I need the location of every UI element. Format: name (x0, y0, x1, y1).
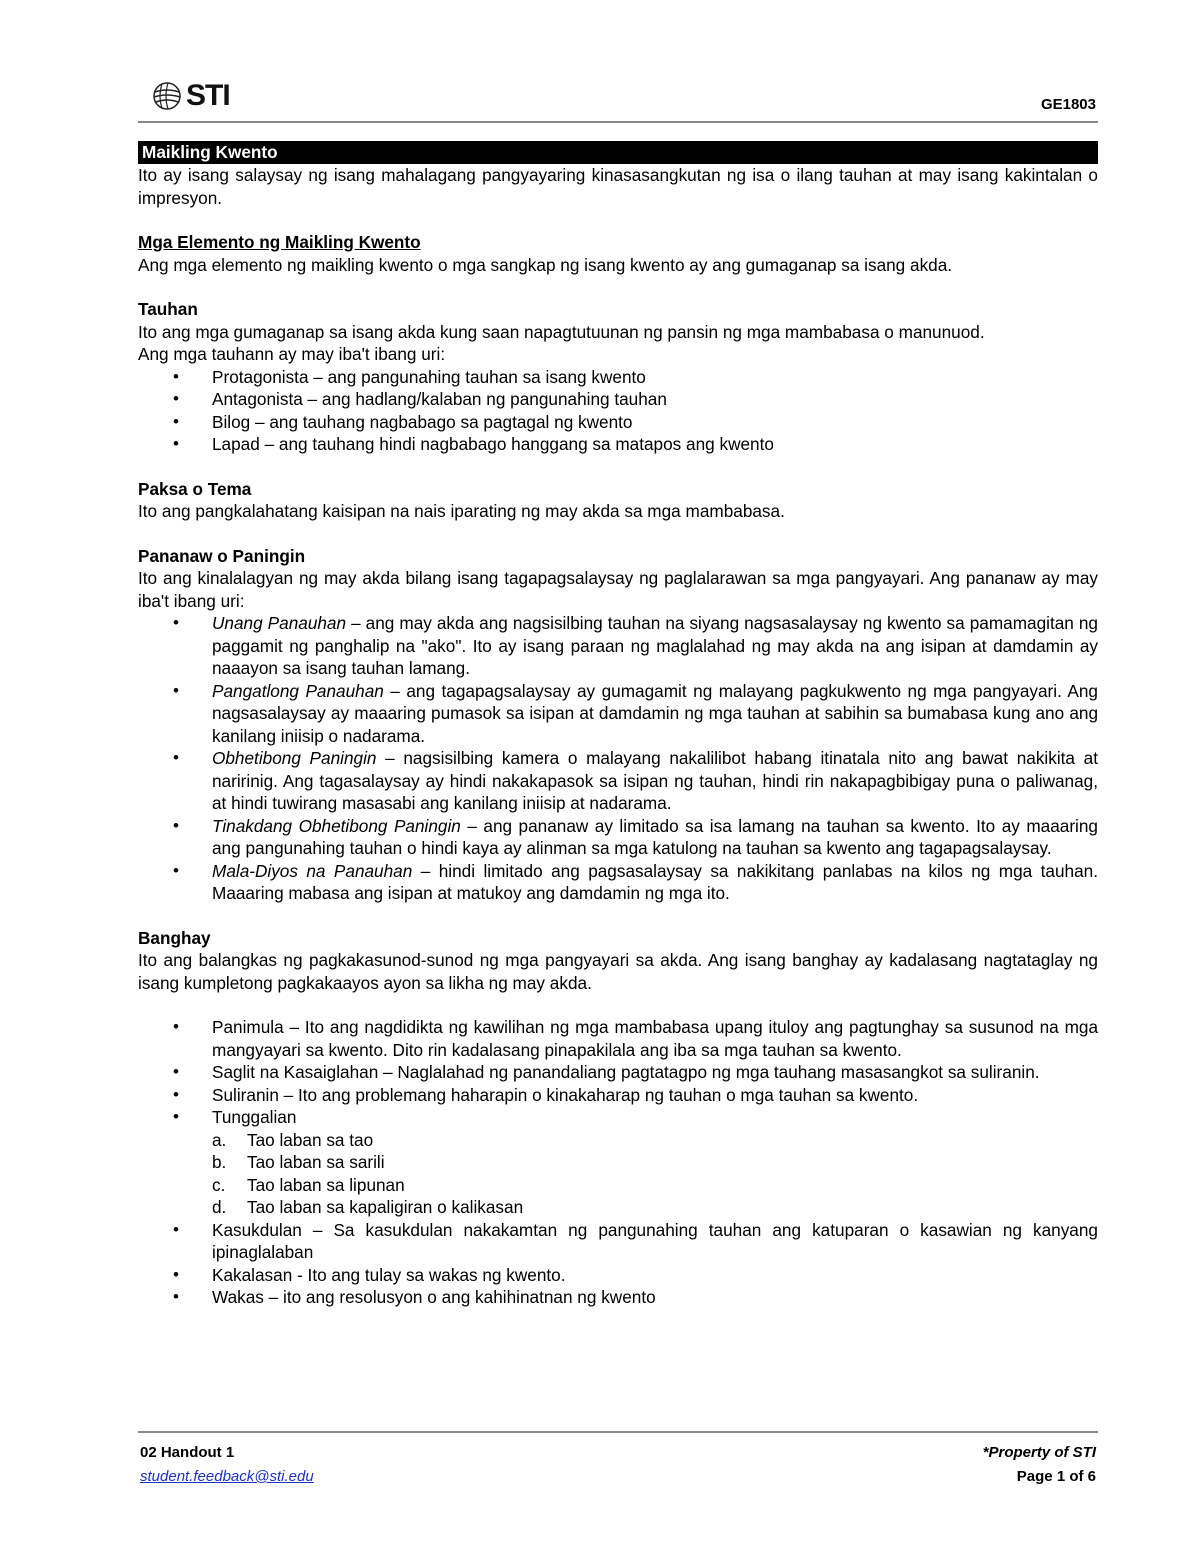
list-item: • Panimula – Ito ang nagdidikta ng kawilihan ng mga mambabasa upang ituloy ang pagtunghay sa susunod na mga mangyayari sa kwento. Dito rin kadalasang pinapakilala ang iba sa mga tauhan sa kwento. (138, 1016, 1098, 1061)
list-item-desc: – nagsisilbing kamera o malayang nakalilibot habang itinatala nito ang bawat nakikita at naririnig. Ang tagasalaysay ay hindi nakakapasok sa isipan ng tauhan, hindi rin nakapagbibigay puna o paliwanag, at hindi tuwirang masasabi ang kanilang iniisip at nadarama. (212, 748, 1098, 813)
list-item-desc: – hindi limitado ang pagsasalaysay sa nakikitang panlabas na kilos ng mga tauhan. Maaaring mabasa ang isipan at matukoy ang damdamin ng mga ito. (212, 860, 1098, 903)
pananaw-heading: Pananaw o Paningin (138, 545, 306, 566)
sublist-item: c. Tao laban sa lipunan (212, 1174, 405, 1195)
footer-divider (138, 1431, 1098, 1433)
paksa-paragraph: Ito ang pangkalahatang kaisipan na nais iparating ng may akda sa mga mambabasa. (138, 501, 785, 521)
list-item-term: Tinakdang Obhetibong Paningin (212, 815, 461, 836)
list-item-term: Unang Panauhan (212, 613, 347, 633)
footer-left (140, 1441, 314, 1489)
pananaw-paragraph: Ito ang kinalalagyan ng may akda bilang isang tagapagsalaysay ng paglalarawan sa mga pangyayari. Ang pananaw ay may iba't ibang uri: (138, 568, 1098, 611)
list-item-label: Tunggalian (212, 1107, 297, 1127)
handout-label: 02 Handout 1 (140, 1444, 235, 1461)
list-item: • Protagonista – ang pangunahing tauhan sa isang kwento (138, 366, 1098, 389)
header-divider (138, 121, 1098, 123)
paksa-heading: Paksa o Tema (138, 478, 252, 499)
sti-globe-icon (152, 81, 182, 111)
list-item: • Antagonista – ang hadlang/kalaban ng pangunahing tauhan (138, 388, 1098, 411)
list-item-term: Obhetibong Paningin (212, 748, 377, 768)
list-item-term: Pangatlong Panauhan (212, 680, 384, 701)
sti-logo (152, 78, 230, 114)
tauhan-list (138, 366, 1098, 456)
list-item (138, 612, 1098, 680)
page-number: Page 1 of 6 (1016, 1468, 1096, 1485)
banghay-heading: Banghay (138, 927, 211, 948)
list-item-desc: – ang tagapagsalaysay ay gumagamit ng malayang pagkukwento ng mga pangyayari. Ang nagsasalaysay ay maaaring pumasok sa isipan at damdamin ng mga tauhan at sabihin sa bumabasa kung ano ang kanilang iniisip o nadarama. (212, 680, 1098, 746)
property-label: *Property of STI (982, 1444, 1096, 1461)
tauhan-heading: Tauhan (138, 299, 198, 319)
logo-text: STI (186, 79, 230, 112)
sublist-item: a. Tao laban sa tao (212, 1129, 374, 1150)
banghay-paragraph: Ito ang balangkas ng pagkakasunod-sunod ng mga pangyayari sa akda. Ang isang banghay ay kadalasang nagtataglay ng isang kumpletong pagkakaayos ayon sa likha ng may akda. (138, 950, 1098, 993)
sublist-item: b. Tao laban sa sarili (212, 1152, 385, 1172)
tauhan-types-intro: Ang mga tauhann ay may iba't ibang uri: (138, 344, 446, 364)
elements-paragraph: Ang mga elemento ng maikling kwento o mga sangkap ng isang kwento ay ang gumaganap sa isang akda. (138, 254, 953, 275)
list-item: • Suliranin – Ito ang problemang haharapin o kinakaharap ng tauhan o mga tauhan sa kwento. (138, 1084, 1098, 1107)
list-item (138, 680, 1098, 748)
pananaw-list (138, 612, 1098, 905)
list-item: • Wakas – ito ang resolusyon o ang kahihinatnan ng kwento (138, 1286, 1098, 1309)
document-body (138, 141, 1098, 1309)
list-item (138, 1106, 1098, 1219)
list-item: • Bilog – ang tauhang nagbabago sa pagtagal ng kwento (138, 411, 1098, 434)
list-item (138, 815, 1098, 860)
list-item: • Kakalasan - Ito ang tulay sa wakas ng kwento. (138, 1264, 1098, 1287)
list-item: • Lapad – ang tauhang hindi nagbabago hanggang sa matapos ang kwento (138, 433, 1098, 456)
section-title-bar: Maikling Kwento (138, 141, 1098, 164)
list-item-desc: – ang may akda ang nagsisilbing tauhan na siyang nagsasalaysay ng kwento sa pamamagitan ng paggamit ng panghalip na "ako". Ito ay isang paraan ng maglalahad ng may akda na ang isipan at damdamin ay naaayon sa isang tauhan lamang. (212, 613, 1098, 678)
tauhan-paragraph: Ito ang mga gumaganap sa isang akda kung saan napagtutuunan ng pansin ng mga mambabasa o manunuod. (138, 321, 985, 342)
banghay-list (138, 1016, 1098, 1309)
course-code: GE1803 (1040, 96, 1096, 113)
footer-right (983, 1441, 1096, 1489)
list-item (138, 747, 1098, 815)
list-item-desc: – ang pananaw ay limitado sa isa lamang na tauhan sa kwento. Ito ay maaaring ang pangunahing tauhan o hindi kaya ay alinman sa mga katulong na tauhan sa kwento ang tagapagsalaysay. (212, 815, 1098, 858)
intro-paragraph: Ito ay isang salaysay ng isang mahalagang pangyayaring kinasasangkutan ng isa o ilang tauhan at may isang kakintalan o impresyon. (138, 165, 1098, 208)
list-item: • Saglit na Kasaiglahan – Naglalahad ng panandaliang pagtatagpo ng mga tauhang masasangkot sa suliranin. (138, 1061, 1098, 1084)
elements-heading: Mga Elemento ng Maikling Kwento (138, 232, 421, 252)
list-item (138, 860, 1098, 905)
feedback-email-link[interactable]: student.feedback@sti.edu (140, 1468, 314, 1485)
tunggalian-sublist (212, 1129, 1098, 1219)
list-item: • Kasukdulan – Sa kasukdulan nakakamtan ng pangunahing tauhan ang katuparan o kasawian ng kanyang ipinaglalaban (138, 1219, 1098, 1264)
sublist-item: d. Tao laban sa kapaligiran o kalikasan (212, 1197, 524, 1217)
list-item-term: Mala-Diyos na Panauhan (212, 860, 413, 881)
